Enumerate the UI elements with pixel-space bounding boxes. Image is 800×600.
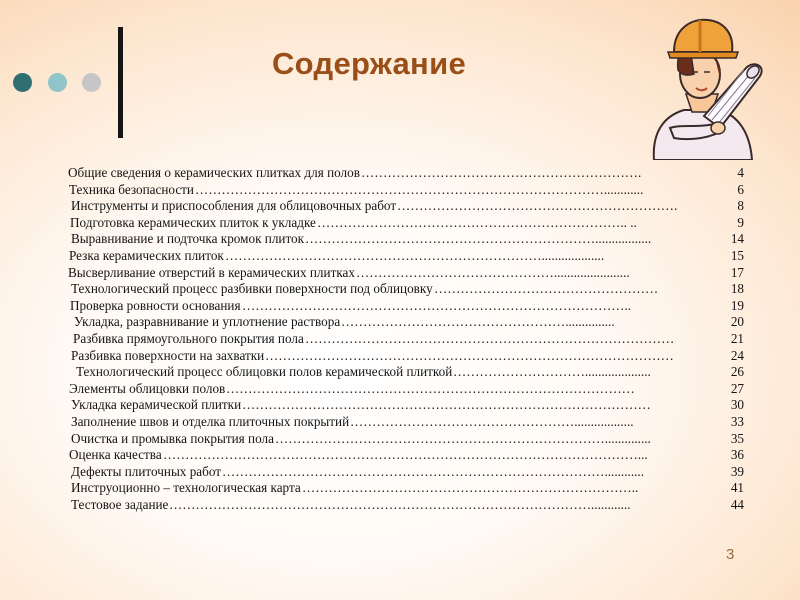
toc-row bbox=[66, 248, 756, 265]
toc-page-number: 24 bbox=[730, 347, 744, 363]
toc-entry-title: Оценка качества bbox=[69, 447, 162, 463]
toc-row bbox=[66, 198, 756, 215]
toc-page-number: 33 bbox=[730, 413, 744, 429]
toc-row bbox=[66, 397, 756, 414]
toc-page-number: 21 bbox=[730, 330, 744, 346]
toc-page-number: 18 bbox=[730, 281, 744, 297]
toc-page-number: 44 bbox=[730, 496, 744, 512]
toc-row bbox=[66, 182, 756, 199]
toc-row bbox=[66, 215, 756, 232]
dot-gray-icon bbox=[82, 73, 101, 92]
toc-leader-dots: …………………………………………………………................. bbox=[305, 231, 652, 247]
toc-page-number: 6 bbox=[737, 181, 744, 197]
toc-entry-title: Инструменты и приспособления для облицовочных работ bbox=[71, 198, 397, 214]
toc-entry-title: Разбивка прямоугольного покрытия пола bbox=[73, 330, 304, 346]
engineer-with-blueprints-icon bbox=[634, 12, 770, 160]
toc-leader-dots: ……………………………………………............... bbox=[341, 314, 615, 330]
toc-row bbox=[66, 364, 756, 381]
toc-page-number: 30 bbox=[730, 397, 744, 413]
toc-row bbox=[66, 331, 756, 348]
toc-row bbox=[66, 231, 756, 248]
toc-leader-dots: …………………………………………………………………………….. bbox=[242, 297, 632, 313]
toc-leader-dots: ………………………………………………………………….............. bbox=[275, 430, 651, 446]
toc-leader-dots: ………………………………………………………………………………… bbox=[265, 347, 674, 363]
toc-entry-title: Разбивка поверхности на захватки bbox=[71, 347, 265, 363]
toc-leader-dots: …………………………………………….................. bbox=[350, 413, 634, 429]
toc-row bbox=[66, 497, 756, 514]
toc-page-number: 36 bbox=[730, 447, 744, 463]
toc-leader-dots: ………………………………………………………………………… bbox=[305, 330, 675, 346]
toc-leader-dots: …………………………………………………………….. .. bbox=[317, 214, 637, 230]
toc-row bbox=[66, 314, 756, 331]
toc-page-number: 14 bbox=[730, 231, 744, 247]
toc-row bbox=[66, 381, 756, 398]
toc-leader-dots: ………………………………………………………………….. bbox=[302, 480, 639, 496]
toc-leader-dots: ………………………………………....................... bbox=[356, 264, 630, 280]
toc-row bbox=[66, 165, 756, 182]
toc-page-number: 15 bbox=[730, 247, 744, 263]
toc-entry-title: Укладка, разравнивание и уплотнение раствора bbox=[74, 314, 341, 330]
toc-leader-dots: ………………………………………………………………................... bbox=[225, 247, 605, 263]
toc-entry-title: Подготовка керамических плиток к укладке bbox=[70, 214, 316, 230]
toc-page-number: 20 bbox=[730, 314, 744, 330]
toc-page-number: 35 bbox=[730, 430, 744, 446]
toc-page-number: 26 bbox=[730, 364, 744, 380]
toc-row bbox=[66, 464, 756, 481]
dot-light-blue-icon bbox=[48, 73, 67, 92]
vertical-divider bbox=[118, 27, 123, 138]
toc-page-number: 17 bbox=[730, 264, 744, 280]
toc-entry-title: Общие сведения о керамических плитках для полов bbox=[68, 165, 360, 180]
toc-page-number: 8 bbox=[737, 198, 744, 214]
toc-row bbox=[66, 431, 756, 448]
toc-entry-title: Очистка и промывка покрытия пола bbox=[71, 430, 274, 446]
slide-title: Содержание bbox=[272, 46, 466, 81]
toc-entry-title: Технологический процесс разбивки поверхности под облицовку bbox=[71, 281, 433, 297]
toc-leader-dots: ………………………………………………………………………………… bbox=[226, 380, 635, 396]
toc-leader-dots: ………………………….................... bbox=[453, 364, 651, 380]
toc-leader-dots: ……………………………………………………………………………………............ bbox=[169, 496, 631, 512]
toc-leader-dots: ………………………………………………………. bbox=[397, 198, 678, 214]
slide-number: 3 bbox=[726, 546, 735, 563]
toc-entry-title: Дефекты плиточных работ bbox=[71, 463, 222, 479]
toc-entry-title: Инструоционно – технологическая карта bbox=[71, 480, 301, 496]
toc-row bbox=[66, 480, 756, 497]
toc-page-number: 39 bbox=[730, 463, 744, 479]
toc-leader-dots: ………………………………………………………………………………… bbox=[242, 397, 651, 413]
toc-leader-dots: ………………………………………………………………………………………………... bbox=[163, 447, 648, 463]
toc-entry-title: Тестовое задание bbox=[71, 496, 169, 512]
toc-entry-title: Техника безопасности bbox=[69, 181, 194, 197]
toc-leader-dots: …………………………………………………………………………………............ bbox=[195, 181, 644, 197]
toc-leader-dots: …………………………………………… bbox=[434, 281, 659, 297]
toc-leader-dots: ……………………………………………………………………………............ bbox=[222, 463, 644, 479]
toc-page-number: 41 bbox=[730, 480, 744, 496]
toc-page-number: 27 bbox=[730, 380, 744, 396]
decorative-dots bbox=[13, 73, 108, 93]
toc-entry-title: Проверка ровности основания bbox=[70, 297, 241, 313]
toc-entry-title: Заполнение швов и отделка плиточных покрытий bbox=[71, 413, 350, 429]
toc-entry-title: Выравнивание и подточка кромок плиток bbox=[71, 231, 305, 247]
toc-row bbox=[66, 348, 756, 365]
toc-row bbox=[66, 298, 756, 315]
toc-page-number: 4 bbox=[737, 165, 744, 180]
dot-teal-icon bbox=[13, 73, 32, 92]
toc-row bbox=[66, 447, 756, 464]
toc-entry-title: Укладка керамической плитки bbox=[71, 397, 242, 413]
toc-row bbox=[66, 281, 756, 298]
toc-row bbox=[66, 265, 756, 282]
toc-row bbox=[66, 414, 756, 431]
toc-leader-dots: ………………………………………………………. bbox=[361, 165, 642, 180]
toc-entry-title: Высверливание отверстий в керамических плитках bbox=[68, 264, 355, 280]
toc-page-number: 9 bbox=[737, 214, 744, 230]
toc-entry-title: Технологический процесс облицовки полов керамической плиткой bbox=[76, 364, 453, 380]
toc-entry-title: Элементы облицовки полов bbox=[69, 380, 226, 396]
toc-entry-title: Резка керамических плиток bbox=[69, 247, 224, 263]
table-of-contents bbox=[66, 165, 756, 513]
toc-page-number: 19 bbox=[730, 297, 744, 313]
